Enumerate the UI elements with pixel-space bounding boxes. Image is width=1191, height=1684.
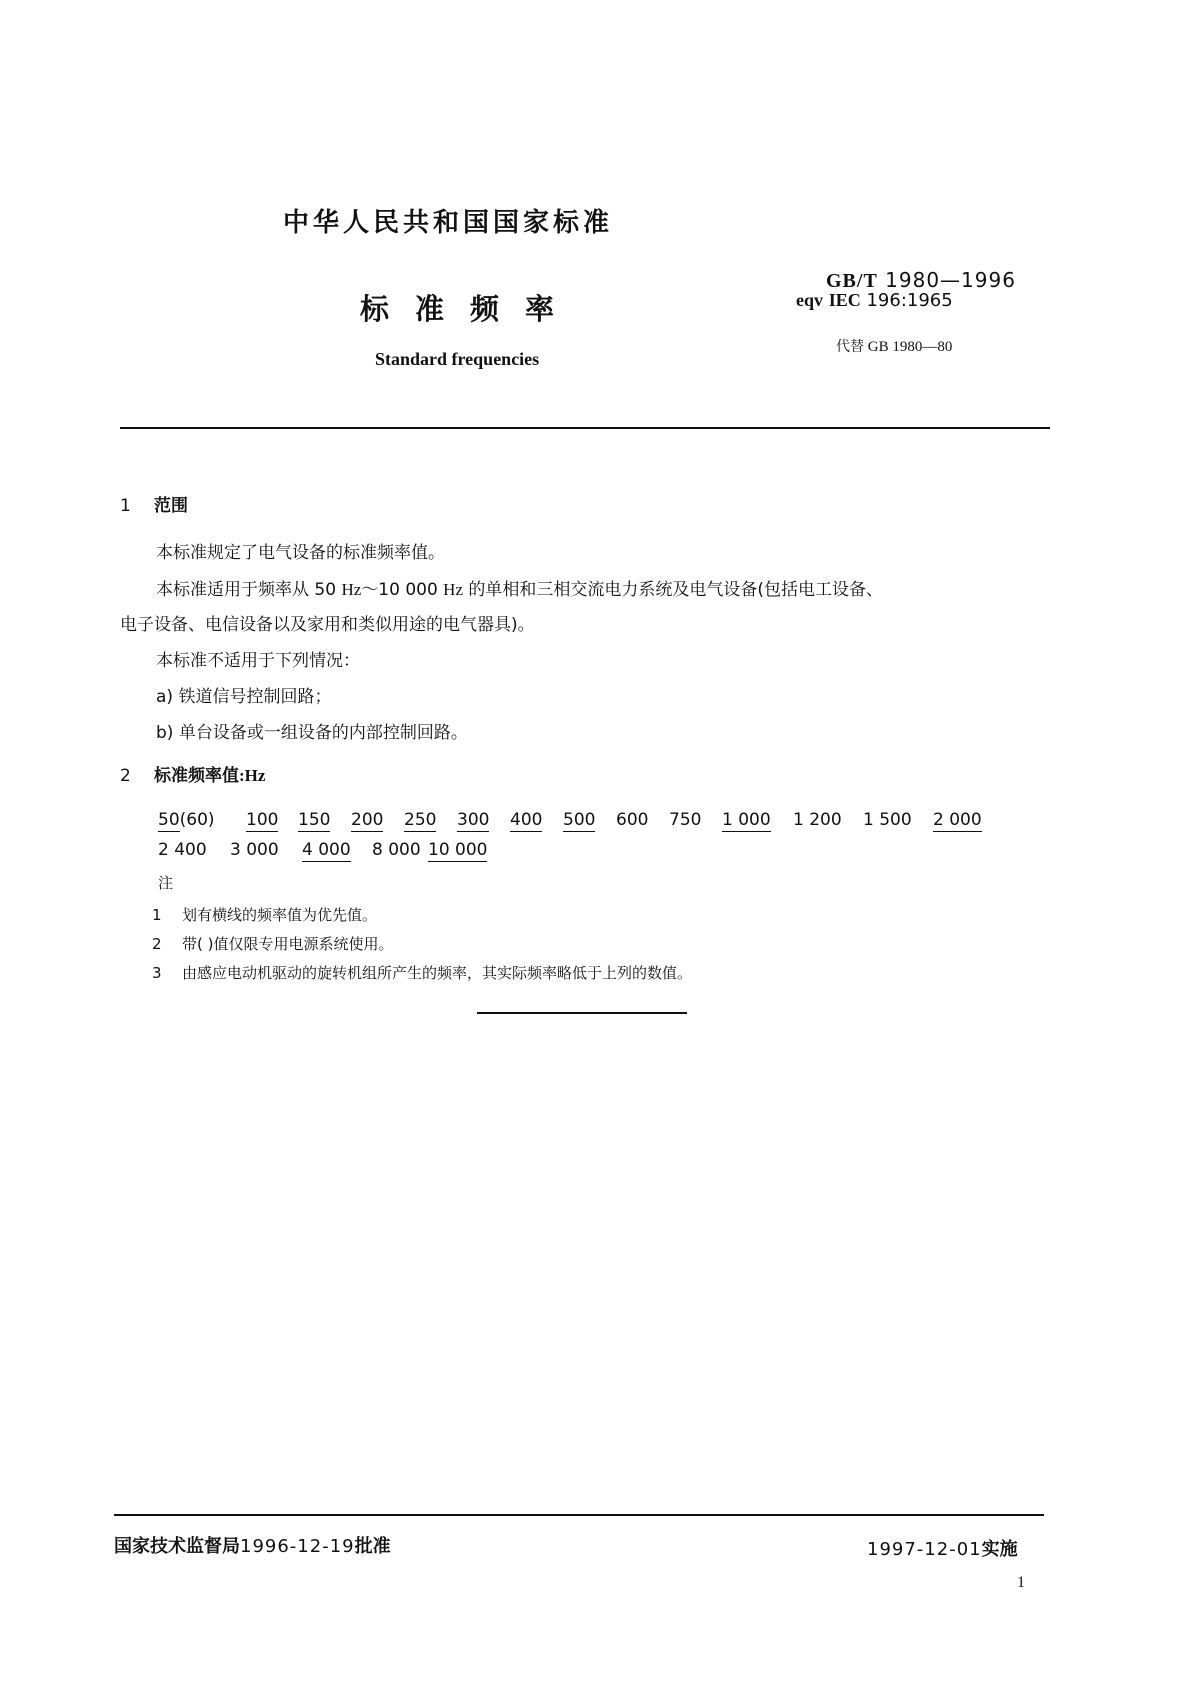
effective-line [867,1535,1018,1561]
eqv-prefix: eqv [796,290,823,310]
freq-value: 750 [669,810,702,830]
eqv-org: IEC [828,290,861,310]
title-char: 率 [525,292,555,326]
freq-value: 150 [298,810,331,830]
section-number: 2 [120,766,131,786]
list-item-b: b) 单台设备或一组设备的内部控制回路。 [156,723,468,743]
section-unit: :Hz [239,766,266,785]
end-of-text-divider [477,1012,687,1014]
section-1-paragraph-3: 本标准不适用于下列情况： [156,651,360,671]
frequency-row-1 [158,810,215,830]
approve-date: 1996-12-19 [240,1536,355,1557]
freq-value: 8 000 [372,840,421,860]
unit-hz: Hz [341,580,362,599]
standard-number: 1980—1996 [885,268,1016,292]
effective-label: 实施 [981,1539,1018,1560]
freq-value: 1 500 [863,810,912,830]
header-divider [120,427,1050,429]
section-1-paragraph-2-line-1 [156,575,883,600]
replaces-note [836,336,952,356]
freq-value: 250 [404,810,437,830]
freq-value: 300 [457,810,490,830]
section-1-paragraph-1: 本标准规定了电气设备的标准频率值。 [156,543,445,563]
title-char: 标 [360,292,390,326]
approval-line [114,1532,391,1558]
section-number: 1 [120,496,131,516]
page-number: 1 [1017,1574,1025,1591]
footer-divider [114,1514,1044,1516]
section-title: 标准频率值 [154,766,239,786]
standard-prefix: GB/T [826,270,878,292]
note-item: 3 由感应电动机驱动的旋转机组所产生的频率，其实际频率略低于上列的数值。 [152,964,693,982]
freq-value: 2 000 [933,810,982,830]
replaces-standard: GB 1980—80 [867,339,953,355]
replaces-label: 代替 [836,339,864,355]
freq-value: 200 [351,810,384,830]
issuer: 国家技术监督局 [114,1536,240,1557]
document-title-cn [360,287,554,328]
title-char: 准 [415,292,445,326]
equivalent-standard [796,290,953,311]
freq-value: 600 [616,810,649,830]
freq-value: 400 [510,810,543,830]
effective-date: 1997-12-01 [867,1539,982,1560]
text-run: 的单相和三相交流电力系统及电气设备(包括电工设备、 [463,580,884,600]
text-run: ～10 000 [361,580,444,600]
section-2-heading [120,761,265,786]
freq-value: 3 000 [230,840,279,860]
document-title-en: Standard frequencies [375,349,540,369]
note-item: 1 划有横线的频率值为优先值。 [152,906,378,924]
text-run: 本标准适用于频率从 50 [156,580,342,600]
freq-value: 500 [563,810,596,830]
section-title: 范围 [154,496,188,516]
eqv-number: 196:1965 [866,290,953,311]
list-item-a: a) 铁道信号控制回路； [156,687,332,707]
notes-label: 注 [158,874,174,892]
unit-hz: Hz [443,580,463,599]
approve-label: 批准 [354,1536,391,1557]
freq-value: 2 400 [158,840,207,860]
national-standard-title: 中华人民共和国国家标准 [283,208,614,238]
freq-value: 10 000 [428,840,488,860]
freq-value: 1 200 [793,810,842,830]
freq-value: 50(60) [158,810,215,830]
section-1-heading [120,491,188,516]
note-item: 2 带( )值仅限专用电源系统使用。 [152,935,394,953]
title-char: 频 [470,292,500,326]
freq-value: 1 000 [722,810,771,830]
section-1-paragraph-2-line-2: 电子设备、电信设备以及家用和类似用途的电气器具)。 [120,615,535,635]
freq-value: 4 000 [302,840,351,860]
freq-value: 100 [246,810,279,830]
